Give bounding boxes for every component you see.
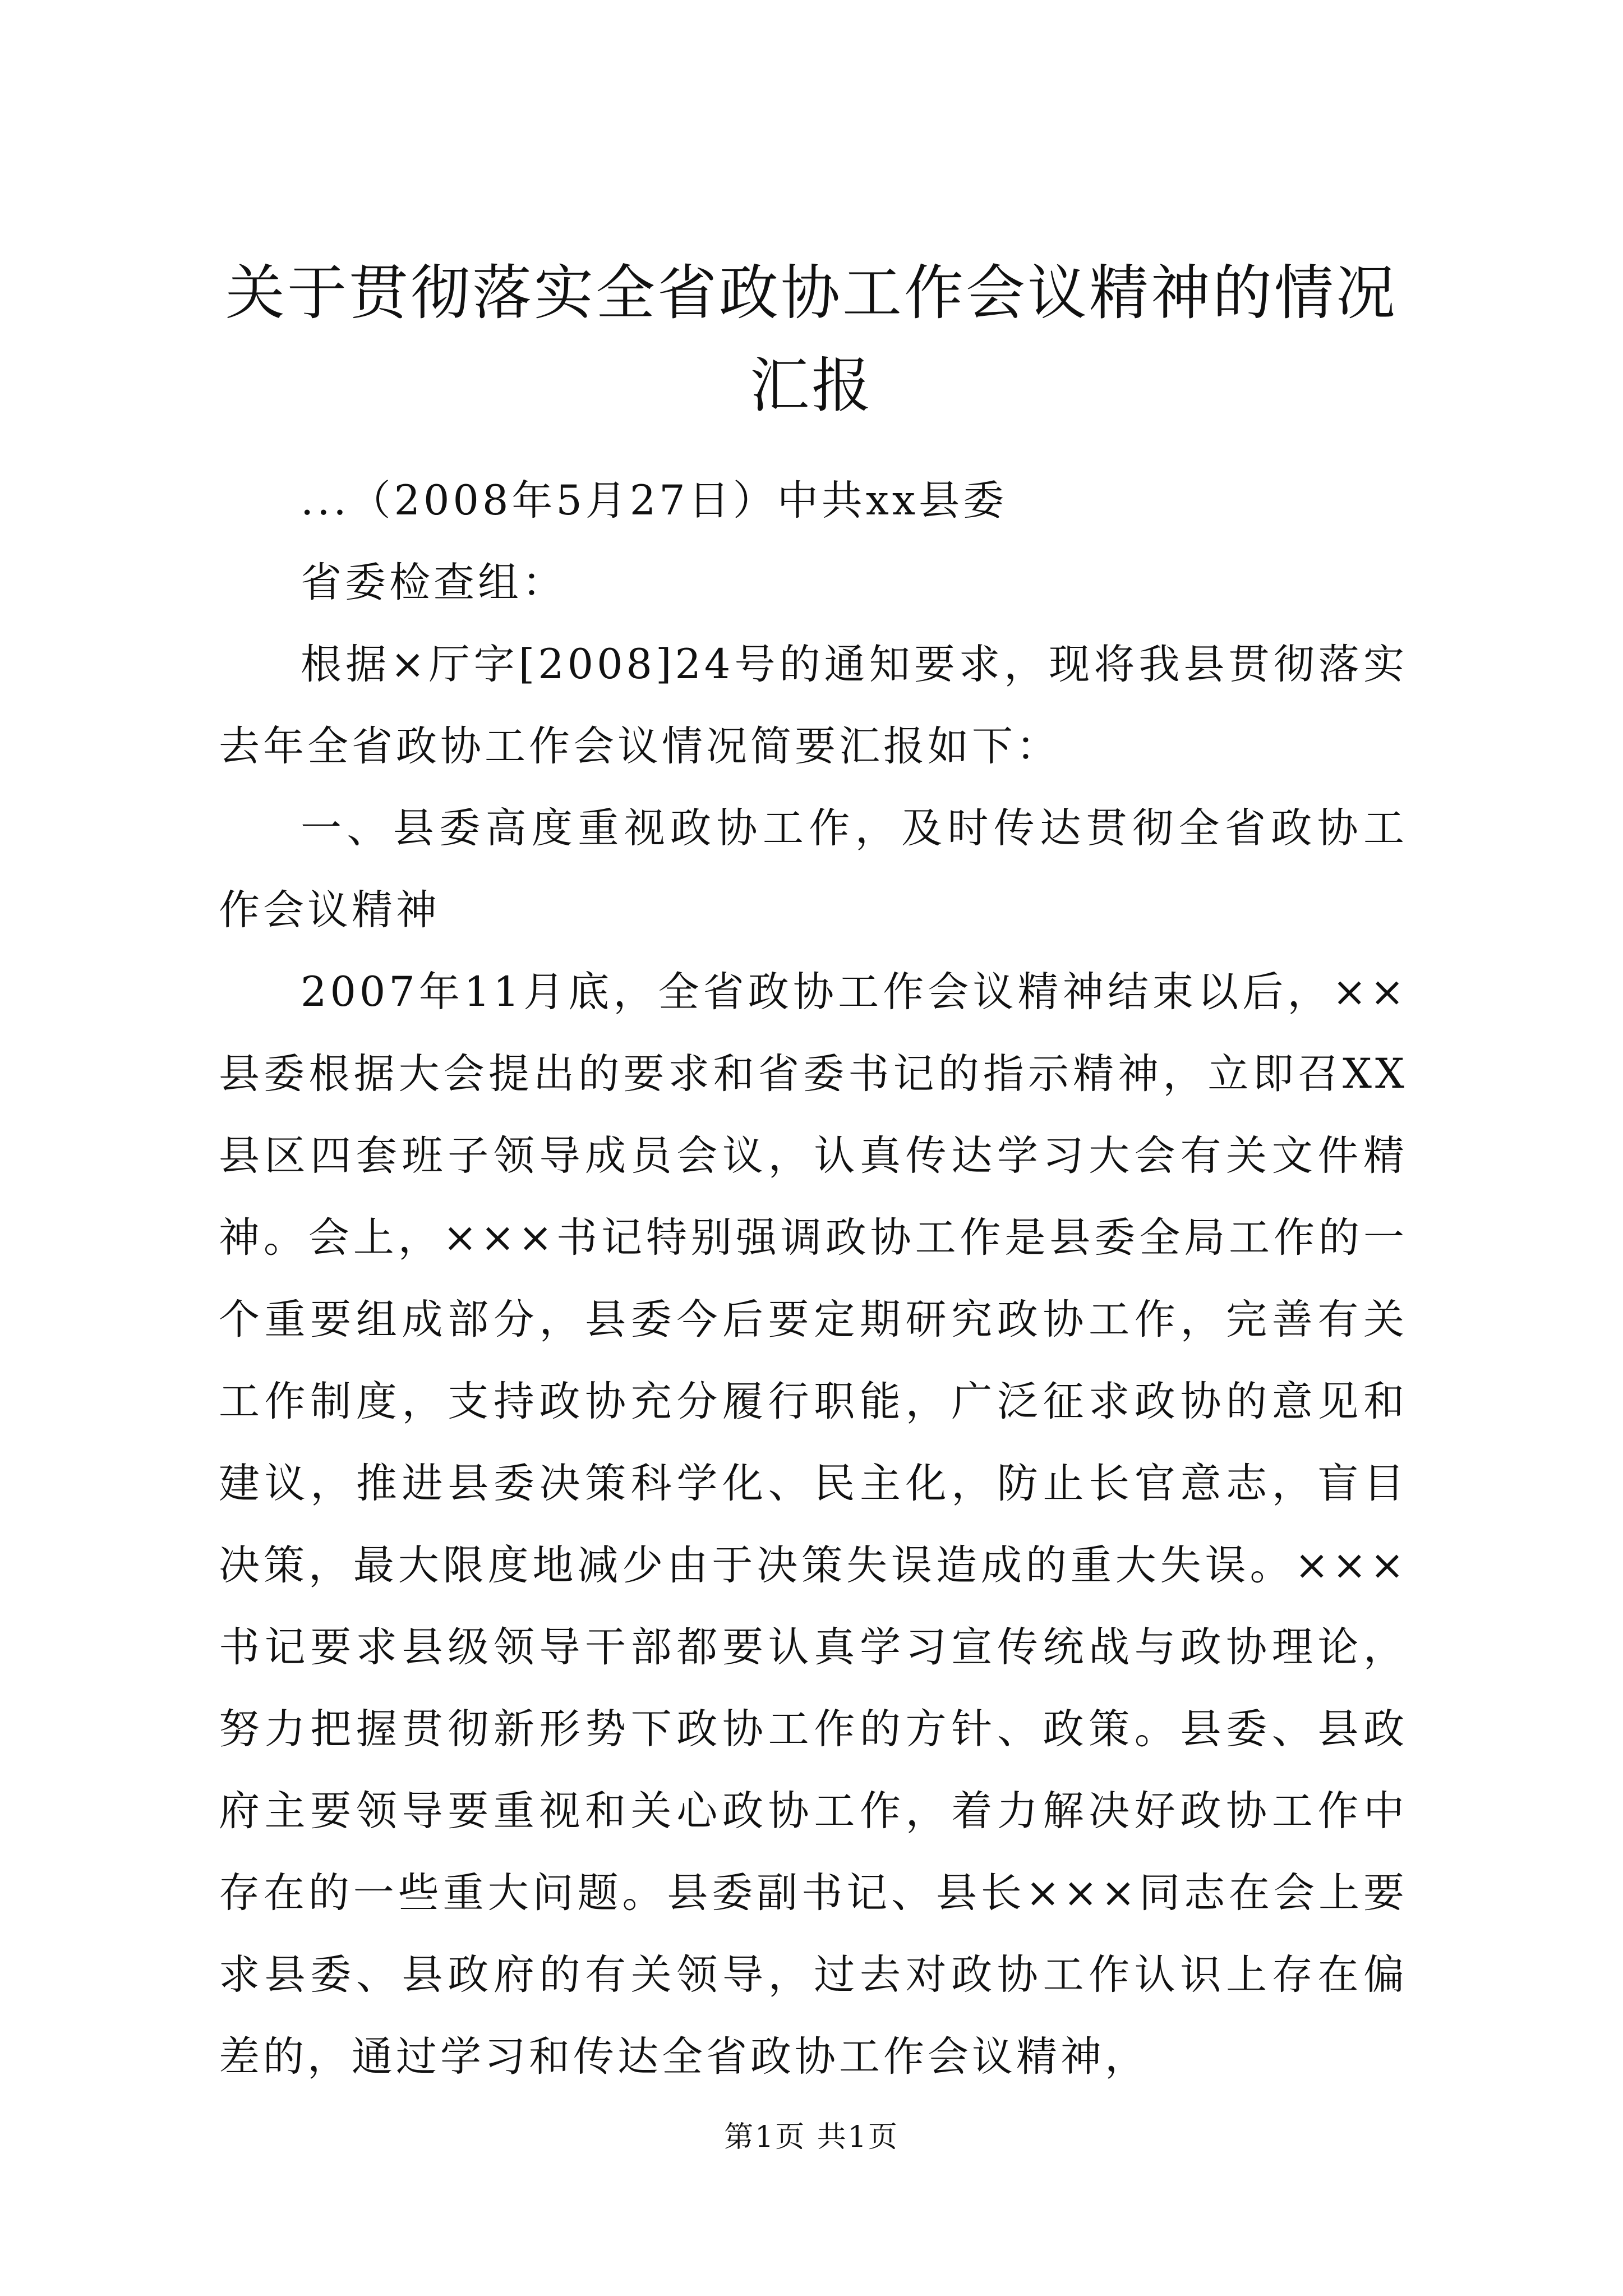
document-title: 关于贯彻落实全省政协工作会议精神的情况汇报 <box>225 259 1398 420</box>
document-body <box>219 460 1408 2098</box>
salutation: 省委检查组： <box>301 559 566 606</box>
intro-paragraph: 根据×厅字[2008]24号的通知要求，现将我县贯彻落实去年全省政协工作会议情况简要汇报如下： <box>219 641 1408 770</box>
page-number-footer: 第1页 共1页 <box>724 2120 899 2154</box>
section-heading-1: 一、县委高度重视政协工作，及时传达贯彻全省政协工作会议精神 <box>219 804 1408 934</box>
body-paragraph: 2007年11月底，全省政协工作会议精神结束以后，××县委根据大会提出的要求和省委书记的指示精神，立即召XX县区四套班子领导成员会议，认真传达学习大会有关文件精神。会上，×××书记特别强调政协工作是县委全局工作的一个重要组成部分，县委今后要定期研究政协工作，完善有关工作制度，支持政协充分履行职能，广泛征求政协的意见和建议，推进县委决策科学化、民主化，防止长官意志，盲目决策，最大限度地减少由于决策失误造成的重大失误。×××书记要求县级领导干部都要认真学习宣传统战与政协理论，努力把握贯彻新形势下政协工作的方针、政策。县委、县政府主要领导要重视和关心政协工作，着力解决好政协工作中存在的一些重大问题。县委副书记、县长×××同志在会上要求县委、县政府的有关领导，过去对政协工作认识上存在偏差的，通过学习和传达全省政协工作会议精神， <box>219 968 1408 2081</box>
date-and-issuer-line: ...（2008年5月27日）中共xx县委 <box>301 477 1008 524</box>
